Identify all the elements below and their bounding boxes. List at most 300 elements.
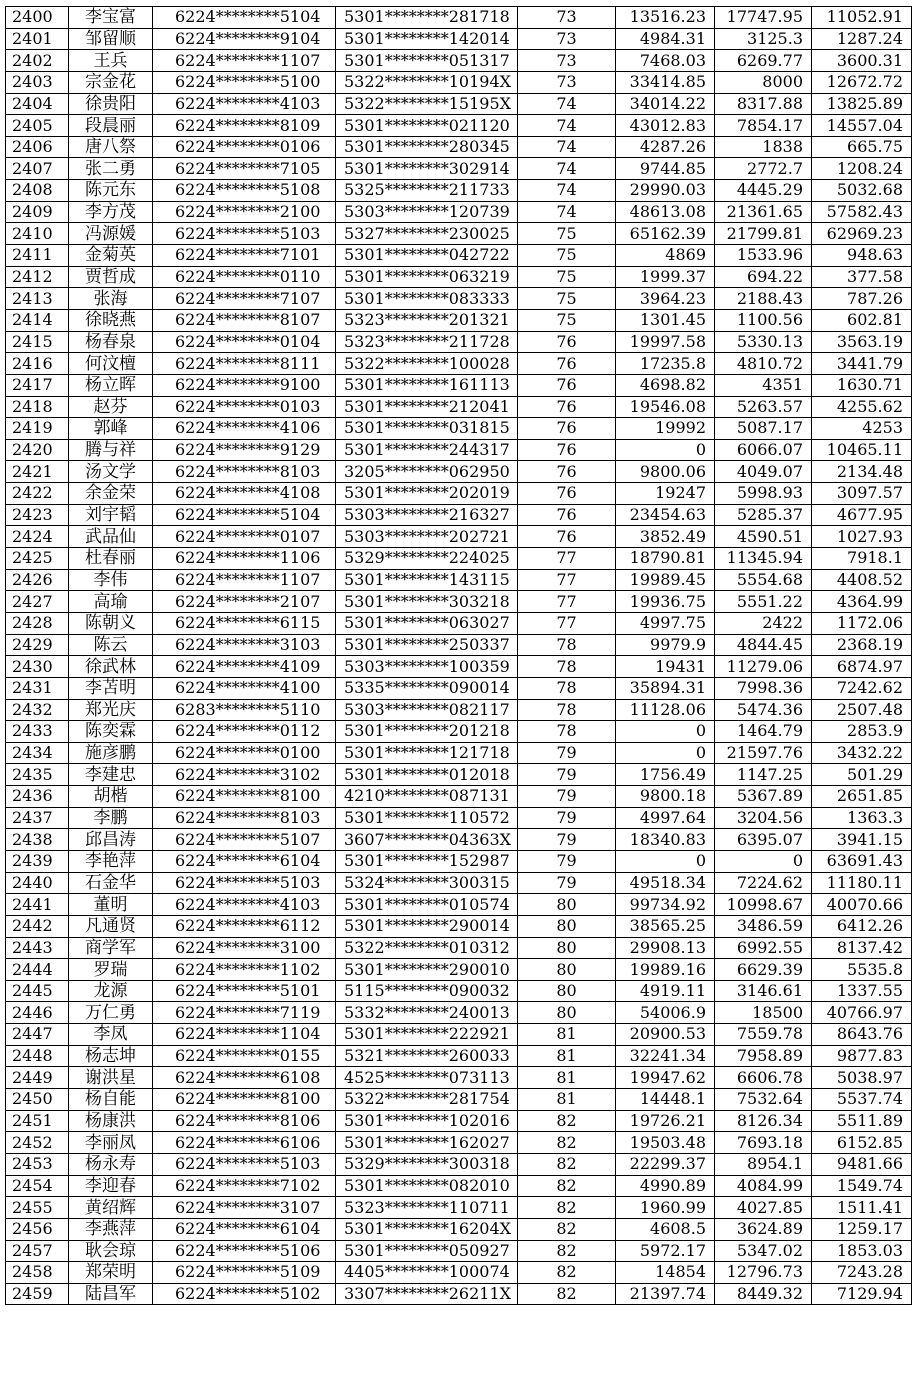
name-cell: 武品仙 (69, 526, 153, 548)
card-number-cell: 6224********9100 (153, 374, 336, 396)
amount-1-cell: 19503.48 (616, 1132, 715, 1154)
table-row (6, 158, 912, 180)
name-cell: 李建忠 (69, 764, 153, 786)
name-cell: 余金荣 (69, 483, 153, 505)
row-number-cell: 2452 (6, 1132, 69, 1154)
id-number-cell: 5303********100359 (336, 656, 518, 678)
age-cell: 76 (518, 526, 616, 548)
amount-1-cell: 22299.37 (616, 1153, 715, 1175)
amount-3-cell: 377.58 (812, 266, 912, 288)
amount-2-cell: 7693.18 (715, 1132, 812, 1154)
age-cell: 76 (518, 396, 616, 418)
amount-1-cell: 14854 (616, 1262, 715, 1284)
table-row (6, 894, 912, 916)
amount-1-cell: 9979.9 (616, 634, 715, 656)
name-cell: 徐武林 (69, 656, 153, 678)
id-number-cell: 5303********216327 (336, 504, 518, 526)
amount-3-cell: 40766.97 (812, 1002, 912, 1024)
age-cell: 79 (518, 829, 616, 851)
name-cell: 赵芬 (69, 396, 153, 418)
age-cell: 81 (518, 1024, 616, 1046)
row-number-cell: 2451 (6, 1110, 69, 1132)
amount-1-cell: 99734.92 (616, 894, 715, 916)
name-cell: 陈元东 (69, 180, 153, 202)
id-number-cell: 5322********100028 (336, 353, 518, 375)
amount-1-cell: 48613.08 (616, 201, 715, 223)
amount-3-cell: 3432.22 (812, 742, 912, 764)
name-cell: 李方茂 (69, 201, 153, 223)
card-number-cell: 6224********5104 (153, 504, 336, 526)
card-number-cell: 6224********1106 (153, 548, 336, 570)
table-row (6, 396, 912, 418)
amount-2-cell: 2422 (715, 612, 812, 634)
card-number-cell: 6224********4109 (153, 656, 336, 678)
amount-3-cell: 1172.06 (812, 612, 912, 634)
amount-3-cell: 2853.9 (812, 721, 912, 743)
name-cell: 杨志坤 (69, 1045, 153, 1067)
amount-3-cell: 10465.11 (812, 439, 912, 461)
table-row (6, 439, 912, 461)
table-row (6, 266, 912, 288)
card-number-cell: 6224********0104 (153, 331, 336, 353)
row-number-cell: 2459 (6, 1283, 69, 1305)
name-cell: 高瑜 (69, 591, 153, 613)
amount-3-cell: 3441.79 (812, 353, 912, 375)
row-number-cell: 2450 (6, 1089, 69, 1111)
amount-1-cell: 43012.83 (616, 115, 715, 137)
amount-1-cell: 4997.64 (616, 807, 715, 829)
id-number-cell: 5301********201218 (336, 721, 518, 743)
amount-2-cell: 5551.22 (715, 591, 812, 613)
amount-2-cell: 1838 (715, 136, 812, 158)
table-row (6, 526, 912, 548)
name-cell: 张二勇 (69, 158, 153, 180)
amount-2-cell: 1464.79 (715, 721, 812, 743)
id-number-cell: 5322********010312 (336, 937, 518, 959)
amount-2-cell: 10998.67 (715, 894, 812, 916)
row-number-cell: 2447 (6, 1024, 69, 1046)
age-cell: 76 (518, 504, 616, 526)
age-cell: 74 (518, 158, 616, 180)
id-number-cell: 4525********073113 (336, 1067, 518, 1089)
table-row (6, 418, 912, 440)
card-number-cell: 6224********4106 (153, 418, 336, 440)
age-cell: 75 (518, 223, 616, 245)
table-row (6, 504, 912, 526)
card-number-cell: 6224********8103 (153, 461, 336, 483)
table-row (6, 634, 912, 656)
table-row (6, 245, 912, 267)
table-row (6, 1197, 912, 1219)
amount-1-cell: 34014.22 (616, 93, 715, 115)
table-row (6, 461, 912, 483)
amount-3-cell: 1259.17 (812, 1218, 912, 1240)
amount-3-cell: 6874.97 (812, 656, 912, 678)
card-number-cell: 6224********5102 (153, 1283, 336, 1305)
amount-3-cell: 11052.91 (812, 7, 912, 29)
row-number-cell: 2421 (6, 461, 69, 483)
amount-2-cell: 4027.85 (715, 1197, 812, 1219)
card-number-cell: 6224********7105 (153, 158, 336, 180)
name-cell: 董明 (69, 894, 153, 916)
name-cell: 金菊英 (69, 245, 153, 267)
table-row (6, 1002, 912, 1024)
card-number-cell: 6224********3102 (153, 764, 336, 786)
id-number-cell: 5301********250337 (336, 634, 518, 656)
table-row (6, 93, 912, 115)
amount-2-cell: 7854.17 (715, 115, 812, 137)
age-cell: 73 (518, 71, 616, 93)
amount-1-cell: 13516.23 (616, 7, 715, 29)
row-number-cell: 2414 (6, 309, 69, 331)
id-number-cell: 5115********090032 (336, 980, 518, 1002)
age-cell: 77 (518, 548, 616, 570)
age-cell: 82 (518, 1110, 616, 1132)
age-cell: 73 (518, 50, 616, 72)
card-number-cell: 6224********1104 (153, 1024, 336, 1046)
age-cell: 76 (518, 331, 616, 353)
card-number-cell: 6224********4108 (153, 483, 336, 505)
id-number-cell: 5301********290014 (336, 915, 518, 937)
age-cell: 80 (518, 915, 616, 937)
amount-3-cell: 2651.85 (812, 786, 912, 808)
amount-2-cell: 7224.62 (715, 872, 812, 894)
amount-3-cell: 1549.74 (812, 1175, 912, 1197)
name-cell: 商学军 (69, 937, 153, 959)
amount-3-cell: 8643.76 (812, 1024, 912, 1046)
row-number-cell: 2416 (6, 353, 69, 375)
card-number-cell: 6224********0103 (153, 396, 336, 418)
id-number-cell: 5332********240013 (336, 1002, 518, 1024)
age-cell: 81 (518, 1045, 616, 1067)
amount-2-cell: 3146.61 (715, 980, 812, 1002)
amount-1-cell: 32241.34 (616, 1045, 715, 1067)
age-cell: 74 (518, 93, 616, 115)
id-number-cell: 5321********260033 (336, 1045, 518, 1067)
card-number-cell: 6224********7119 (153, 1002, 336, 1024)
row-number-cell: 2409 (6, 201, 69, 223)
card-number-cell: 6224********5106 (153, 1240, 336, 1262)
row-number-cell: 2431 (6, 677, 69, 699)
amount-1-cell: 7468.03 (616, 50, 715, 72)
table-row (6, 656, 912, 678)
row-number-cell: 2443 (6, 937, 69, 959)
table-row (6, 1262, 912, 1284)
id-number-cell: 5301********142014 (336, 28, 518, 50)
table-row (6, 915, 912, 937)
amount-2-cell: 5285.37 (715, 504, 812, 526)
amount-3-cell: 4364.99 (812, 591, 912, 613)
amount-1-cell: 19947.62 (616, 1067, 715, 1089)
table-row (6, 764, 912, 786)
amount-3-cell: 3563.19 (812, 331, 912, 353)
name-cell: 凡通贤 (69, 915, 153, 937)
row-number-cell: 2444 (6, 959, 69, 981)
records-table (5, 6, 912, 1305)
age-cell: 75 (518, 245, 616, 267)
name-cell: 徐贵阳 (69, 93, 153, 115)
amount-1-cell: 0 (616, 850, 715, 872)
amount-3-cell: 3941.15 (812, 829, 912, 851)
amount-3-cell: 6152.85 (812, 1132, 912, 1154)
name-cell: 腾与祥 (69, 439, 153, 461)
amount-2-cell: 4084.99 (715, 1175, 812, 1197)
row-number-cell: 2455 (6, 1197, 69, 1219)
id-number-cell: 5301********010574 (336, 894, 518, 916)
card-number-cell: 6224********5109 (153, 1262, 336, 1284)
name-cell: 陆昌军 (69, 1283, 153, 1305)
age-cell: 82 (518, 1132, 616, 1154)
row-number-cell: 2434 (6, 742, 69, 764)
age-cell: 80 (518, 1002, 616, 1024)
amount-1-cell: 29990.03 (616, 180, 715, 202)
amount-1-cell: 4919.11 (616, 980, 715, 1002)
amount-2-cell: 7559.78 (715, 1024, 812, 1046)
age-cell: 76 (518, 353, 616, 375)
table-row (6, 1240, 912, 1262)
amount-1-cell: 5972.17 (616, 1240, 715, 1262)
amount-2-cell: 7998.36 (715, 677, 812, 699)
age-cell: 79 (518, 872, 616, 894)
row-number-cell: 2403 (6, 71, 69, 93)
table-row (6, 50, 912, 72)
table-row (6, 1132, 912, 1154)
card-number-cell: 6224********5107 (153, 829, 336, 851)
amount-1-cell: 0 (616, 742, 715, 764)
name-cell: 施彦鹏 (69, 742, 153, 764)
amount-1-cell: 1960.99 (616, 1197, 715, 1219)
row-number-cell: 2415 (6, 331, 69, 353)
table-row (6, 569, 912, 591)
id-number-cell: 5301********161113 (336, 374, 518, 396)
id-number-cell: 5327********230025 (336, 223, 518, 245)
id-number-cell: 5303********120739 (336, 201, 518, 223)
age-cell: 80 (518, 937, 616, 959)
name-cell: 李燕萍 (69, 1218, 153, 1240)
id-number-cell: 5301********222921 (336, 1024, 518, 1046)
table-row (6, 1045, 912, 1067)
name-cell: 罗瑞 (69, 959, 153, 981)
row-number-cell: 2441 (6, 894, 69, 916)
amount-2-cell: 1147.25 (715, 764, 812, 786)
row-number-cell: 2413 (6, 288, 69, 310)
row-number-cell: 2454 (6, 1175, 69, 1197)
amount-1-cell: 4984.31 (616, 28, 715, 50)
age-cell: 79 (518, 764, 616, 786)
amount-1-cell: 19997.58 (616, 331, 715, 353)
name-cell: 杨自能 (69, 1089, 153, 1111)
amount-2-cell: 21799.81 (715, 223, 812, 245)
id-number-cell: 5335********090014 (336, 677, 518, 699)
card-number-cell: 6224********3100 (153, 937, 336, 959)
id-number-cell: 5323********211728 (336, 331, 518, 353)
amount-2-cell: 5474.36 (715, 699, 812, 721)
age-cell: 77 (518, 591, 616, 613)
name-cell: 杨康洪 (69, 1110, 153, 1132)
amount-1-cell: 1756.49 (616, 764, 715, 786)
amount-2-cell: 4844.45 (715, 634, 812, 656)
amount-3-cell: 3600.31 (812, 50, 912, 72)
age-cell: 75 (518, 288, 616, 310)
amount-2-cell: 1100.56 (715, 309, 812, 331)
row-number-cell: 2411 (6, 245, 69, 267)
name-cell: 陈朝义 (69, 612, 153, 634)
amount-3-cell: 4408.52 (812, 569, 912, 591)
table-row (6, 850, 912, 872)
card-number-cell: 6224********0112 (153, 721, 336, 743)
amount-2-cell: 6066.07 (715, 439, 812, 461)
amount-1-cell: 19992 (616, 418, 715, 440)
amount-2-cell: 4810.72 (715, 353, 812, 375)
amount-2-cell: 6395.07 (715, 829, 812, 851)
name-cell: 王兵 (69, 50, 153, 72)
name-cell: 贾哲成 (69, 266, 153, 288)
amount-1-cell: 19247 (616, 483, 715, 505)
age-cell: 74 (518, 115, 616, 137)
id-number-cell: 5324********300315 (336, 872, 518, 894)
table-row (6, 980, 912, 1002)
amount-2-cell: 5998.93 (715, 483, 812, 505)
amount-1-cell: 19431 (616, 656, 715, 678)
amount-1-cell: 1301.45 (616, 309, 715, 331)
row-number-cell: 2438 (6, 829, 69, 851)
row-number-cell: 2420 (6, 439, 69, 461)
row-number-cell: 2446 (6, 1002, 69, 1024)
id-number-cell: 5301********021120 (336, 115, 518, 137)
table-row (6, 223, 912, 245)
id-number-cell: 5301********290010 (336, 959, 518, 981)
amount-1-cell: 17235.8 (616, 353, 715, 375)
table-row (6, 136, 912, 158)
age-cell: 82 (518, 1197, 616, 1219)
name-cell: 陈云 (69, 634, 153, 656)
id-number-cell: 5301********102016 (336, 1110, 518, 1132)
id-number-cell: 5301********302914 (336, 158, 518, 180)
amount-2-cell: 2188.43 (715, 288, 812, 310)
amount-2-cell: 3204.56 (715, 807, 812, 829)
id-number-cell: 5323********110711 (336, 1197, 518, 1219)
card-number-cell: 6224********1107 (153, 50, 336, 72)
name-cell: 谢洪星 (69, 1067, 153, 1089)
card-number-cell: 6224********5103 (153, 223, 336, 245)
amount-1-cell: 18340.83 (616, 829, 715, 851)
table-body (6, 7, 912, 1305)
age-cell: 76 (518, 461, 616, 483)
amount-3-cell: 9481.66 (812, 1153, 912, 1175)
amount-2-cell: 0 (715, 850, 812, 872)
card-number-cell: 6224********0107 (153, 526, 336, 548)
row-number-cell: 2440 (6, 872, 69, 894)
name-cell: 杨永寿 (69, 1153, 153, 1175)
row-number-cell: 2400 (6, 7, 69, 29)
id-number-cell: 5322********281754 (336, 1089, 518, 1111)
card-number-cell: 6224********6104 (153, 1218, 336, 1240)
table-row (6, 1218, 912, 1240)
row-number-cell: 2412 (6, 266, 69, 288)
amount-1-cell: 4608.5 (616, 1218, 715, 1240)
row-number-cell: 2427 (6, 591, 69, 613)
row-number-cell: 2425 (6, 548, 69, 570)
name-cell: 李艳萍 (69, 850, 153, 872)
amount-1-cell: 11128.06 (616, 699, 715, 721)
id-number-cell: 5301********082010 (336, 1175, 518, 1197)
table-row (6, 591, 912, 613)
card-number-cell: 6224********6106 (153, 1132, 336, 1154)
age-cell: 78 (518, 634, 616, 656)
id-number-cell: 5301********212041 (336, 396, 518, 418)
age-cell: 78 (518, 677, 616, 699)
age-cell: 74 (518, 180, 616, 202)
amount-3-cell: 5535.8 (812, 959, 912, 981)
id-number-cell: 5301********143115 (336, 569, 518, 591)
amount-3-cell: 12672.72 (812, 71, 912, 93)
id-number-cell: 5301********051317 (336, 50, 518, 72)
card-number-cell: 6224********4100 (153, 677, 336, 699)
name-cell: 邹留顺 (69, 28, 153, 50)
table-row (6, 374, 912, 396)
amount-1-cell: 33414.85 (616, 71, 715, 93)
amount-1-cell: 9744.85 (616, 158, 715, 180)
table-row (6, 353, 912, 375)
amount-1-cell: 38565.25 (616, 915, 715, 937)
card-number-cell: 6224********0110 (153, 266, 336, 288)
age-cell: 76 (518, 374, 616, 396)
table-row (6, 288, 912, 310)
table-row (6, 7, 912, 29)
amount-1-cell: 35894.31 (616, 677, 715, 699)
amount-3-cell: 1287.24 (812, 28, 912, 50)
id-number-cell: 5323********201321 (336, 309, 518, 331)
amount-3-cell: 8137.42 (812, 937, 912, 959)
amount-1-cell: 23454.63 (616, 504, 715, 526)
row-number-cell: 2448 (6, 1045, 69, 1067)
amount-2-cell: 5263.57 (715, 396, 812, 418)
row-number-cell: 2433 (6, 721, 69, 743)
id-number-cell: 5329********224025 (336, 548, 518, 570)
card-number-cell: 6224********6108 (153, 1067, 336, 1089)
amount-3-cell: 7129.94 (812, 1283, 912, 1305)
card-number-cell: 6224********5108 (153, 180, 336, 202)
table-row (6, 115, 912, 137)
amount-3-cell: 1630.71 (812, 374, 912, 396)
amount-3-cell: 9877.83 (812, 1045, 912, 1067)
id-number-cell: 5301********16204X (336, 1218, 518, 1240)
amount-2-cell: 5367.89 (715, 786, 812, 808)
name-cell: 杜春丽 (69, 548, 153, 570)
id-number-cell: 5301********162027 (336, 1132, 518, 1154)
name-cell: 耿会琼 (69, 1240, 153, 1262)
card-number-cell: 6224********9104 (153, 28, 336, 50)
name-cell: 杨立晖 (69, 374, 153, 396)
age-cell: 78 (518, 699, 616, 721)
name-cell: 宗金花 (69, 71, 153, 93)
card-number-cell: 6224********4103 (153, 93, 336, 115)
amount-3-cell: 5038.97 (812, 1067, 912, 1089)
table-row (6, 71, 912, 93)
row-number-cell: 2401 (6, 28, 69, 50)
name-cell: 李伟 (69, 569, 153, 591)
name-cell: 郑荣明 (69, 1262, 153, 1284)
amount-3-cell: 6412.26 (812, 915, 912, 937)
table-row (6, 872, 912, 894)
age-cell: 79 (518, 742, 616, 764)
row-number-cell: 2432 (6, 699, 69, 721)
table-row (6, 309, 912, 331)
table-row (6, 331, 912, 353)
id-number-cell: 3205********062950 (336, 461, 518, 483)
amount-3-cell: 40070.66 (812, 894, 912, 916)
amount-3-cell: 4677.95 (812, 504, 912, 526)
